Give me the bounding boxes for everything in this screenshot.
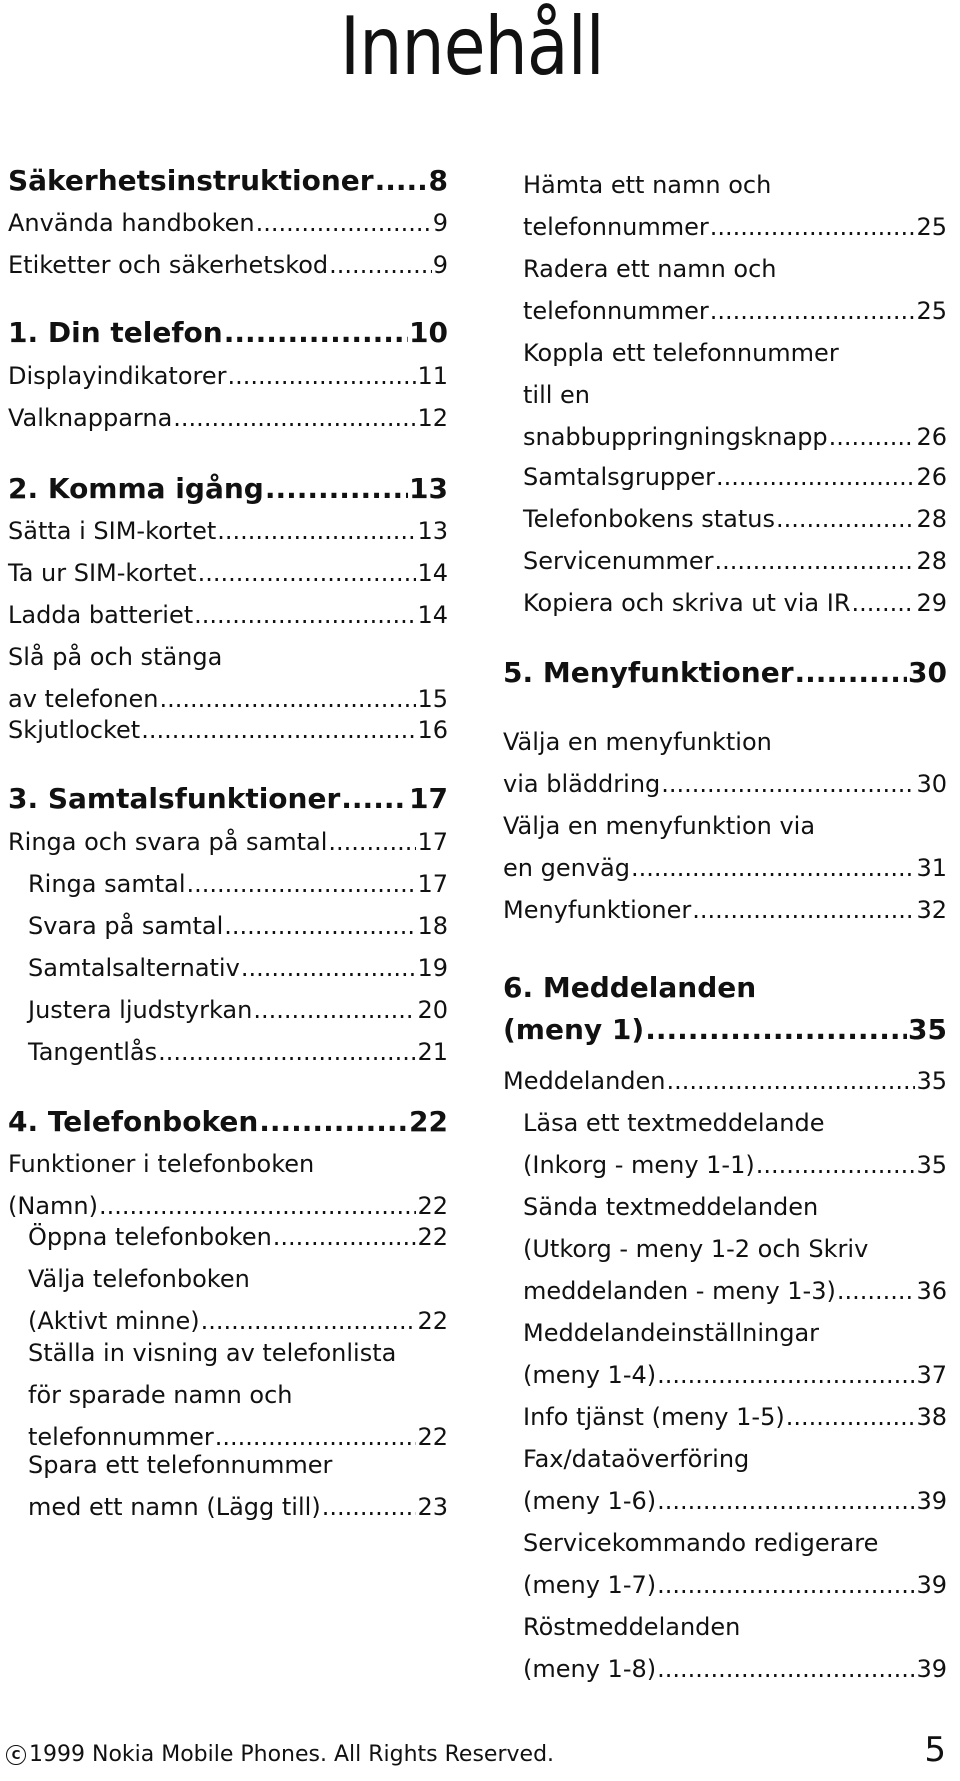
toc-entry-line: Meddelandeinställningar <box>523 1319 820 1347</box>
toc-page-number: 8 <box>428 164 448 197</box>
toc-dot-leader <box>776 498 916 540</box>
toc-dot-leader <box>322 1486 417 1528</box>
toc-entry-title: med ett namn (Lägg till) <box>28 1493 321 1521</box>
toc-dot-leader <box>657 1354 915 1396</box>
toc-dot-leader <box>657 1564 915 1606</box>
toc-entry-title: Meddelanden <box>503 1067 666 1095</box>
toc-entry-title: (meny 1-6) <box>523 1487 657 1515</box>
toc-dot-leader <box>710 206 916 248</box>
toc-page-number: 37 <box>916 1361 947 1389</box>
toc-entry-title: (meny 1) <box>503 1013 645 1046</box>
toc-entry-leader <box>8 778 448 820</box>
toc-page-number: 21 <box>417 1038 448 1066</box>
toc-page-number: 13 <box>409 472 448 505</box>
toc-entry-leader <box>503 652 947 694</box>
toc-entry[interactable] <box>28 863 448 905</box>
toc-dot-leader <box>158 1031 416 1073</box>
toc-entry-title: Sätta i SIM-kortet <box>8 517 217 545</box>
toc-entry-title: en genväg <box>503 854 630 882</box>
toc-dot-leader <box>256 202 432 244</box>
toc-chapter[interactable] <box>8 1101 448 1143</box>
toc-entry-line: (Utkorg - meny 1-2 och Skriv <box>523 1235 869 1263</box>
toc-entry-title: (Aktivt minne) <box>28 1307 200 1335</box>
toc-page-number: 23 <box>417 1493 448 1521</box>
toc-entry[interactable] <box>523 1102 947 1186</box>
toc-entry-line: Läsa ett textmeddelande <box>523 1109 825 1137</box>
toc-dot-leader <box>259 1101 408 1143</box>
toc-dot-leader <box>661 763 915 805</box>
toc-entry-line: Koppla ett telefonnummer <box>523 339 839 367</box>
toc-dot-leader <box>217 510 416 552</box>
toc-entry-leader <box>523 1480 947 1522</box>
toc-entry[interactable] <box>523 540 947 582</box>
toc-entry-title: 4. Telefonboken <box>8 1105 259 1138</box>
toc-entry-leader <box>8 397 448 439</box>
copyright-icon: C <box>6 1745 26 1765</box>
toc-entry[interactable] <box>28 1258 448 1342</box>
toc-entry-leader <box>503 1009 947 1051</box>
toc-page-number: 30 <box>908 656 947 689</box>
toc-dot-leader <box>829 416 916 458</box>
toc-page-number: 14 <box>417 559 448 587</box>
toc-entry-line: 6. Meddelanden <box>503 971 757 1004</box>
toc-entry-leader <box>8 312 448 354</box>
toc-page-number: 30 <box>916 770 947 798</box>
toc-chapter[interactable] <box>503 652 947 694</box>
toc-entry-leader <box>8 160 448 202</box>
toc-entry-leader <box>523 1270 947 1312</box>
toc-entry-title: snabbuppringningsknapp <box>523 423 828 451</box>
toc-entry-title: (Inkorg - meny 1-1) <box>523 1151 755 1179</box>
toc-entry-line: Slå på och stänga <box>8 643 223 671</box>
toc-dot-leader <box>631 847 915 889</box>
toc-entry-line: Fax/dataöverföring <box>523 1445 750 1473</box>
toc-dot-leader <box>645 1009 907 1051</box>
toc-entry[interactable] <box>523 1522 947 1606</box>
toc-page-number: 32 <box>916 896 947 924</box>
toc-entry-line: Välja en menyfunktion via <box>503 812 816 840</box>
toc-entry[interactable] <box>8 821 448 863</box>
page-number: 5 <box>924 1730 946 1770</box>
toc-page-number: 16 <box>417 716 448 744</box>
toc-entry-leader <box>523 1144 947 1186</box>
toc-chapter[interactable] <box>8 160 448 202</box>
toc-entry-title: Displayindikatorer <box>8 362 227 390</box>
toc-dot-leader <box>224 312 408 354</box>
toc-entry[interactable] <box>523 498 947 540</box>
toc-entry-leader <box>28 863 448 905</box>
toc-entry-line: Sända textmeddelanden <box>523 1193 819 1221</box>
toc-entry-leader <box>28 1216 448 1258</box>
toc-entry[interactable] <box>523 248 947 332</box>
toc-page-number: 17 <box>417 870 448 898</box>
toc-entry[interactable] <box>8 1143 448 1227</box>
toc-entry-title: Info tjänst (meny 1-5) <box>523 1403 785 1431</box>
toc-entry-line: Röstmeddelanden <box>523 1613 741 1641</box>
toc-page-number: 22 <box>409 1105 448 1138</box>
toc-entry-title: Justera ljudstyrkan <box>28 996 253 1024</box>
toc-entry-title: Servicenummer <box>523 547 714 575</box>
toc-page-number: 31 <box>916 854 947 882</box>
toc-entry-leader <box>523 498 947 540</box>
toc-dot-leader <box>265 468 408 510</box>
toc-entry-leader <box>8 594 448 636</box>
toc-entry[interactable] <box>523 1606 947 1690</box>
toc-entry[interactable] <box>28 905 448 947</box>
toc-entry[interactable] <box>503 721 947 805</box>
toc-dot-leader <box>715 540 916 582</box>
toc-dot-leader <box>198 552 417 594</box>
page-title: Innehåll <box>340 0 604 93</box>
toc-chapter[interactable] <box>8 312 448 354</box>
toc-entry-leader <box>28 1486 448 1528</box>
toc-page-number: 28 <box>916 505 947 533</box>
toc-entry-leader <box>523 582 947 624</box>
toc-entry-title: Ringa och svara på samtal <box>8 828 328 856</box>
toc-dot-leader <box>795 652 908 694</box>
toc-page-number: 12 <box>417 404 448 432</box>
toc-entry-title: Svara på samtal <box>28 912 224 940</box>
toc-entry-line: Välja telefonboken <box>28 1265 250 1293</box>
toc-entry[interactable] <box>28 1444 448 1528</box>
toc-dot-leader <box>692 889 915 931</box>
toc-dot-leader <box>241 947 417 989</box>
toc-entry[interactable] <box>28 989 448 1031</box>
toc-entry[interactable] <box>503 1060 947 1102</box>
toc-entry-title: 5. Menyfunktioner <box>503 656 794 689</box>
toc-entry[interactable] <box>8 709 448 751</box>
toc-dot-leader <box>253 989 416 1031</box>
toc-entry[interactable] <box>28 1031 448 1073</box>
toc-entry-leader <box>523 206 947 248</box>
toc-entry-leader <box>523 1648 947 1690</box>
toc-chapter[interactable] <box>8 778 448 820</box>
toc-entry-title: Samtalsalternativ <box>28 954 240 982</box>
toc-entry-line: Välja en menyfunktion <box>503 728 772 756</box>
toc-entry[interactable] <box>8 594 448 636</box>
toc-dot-leader <box>716 456 915 498</box>
toc-dot-leader <box>187 863 417 905</box>
toc-entry-leader <box>8 510 448 552</box>
toc-entry[interactable] <box>523 164 947 248</box>
toc-entry-title: Ladda batteriet <box>8 601 194 629</box>
toc-page-number: 13 <box>417 517 448 545</box>
toc-page-number: 9 <box>432 251 448 279</box>
toc-page-number: 25 <box>916 297 947 325</box>
toc-entry-line: Spara ett telefonnummer <box>28 1451 333 1479</box>
toc-entry[interactable] <box>8 355 448 397</box>
toc-entry-title: av telefonen <box>8 685 159 713</box>
toc-entry-line: Servicekommando redigerare <box>523 1529 879 1557</box>
toc-entry-leader <box>8 709 448 751</box>
toc-entry-leader <box>503 889 947 931</box>
toc-page-number: 17 <box>417 828 448 856</box>
toc-chapter[interactable] <box>8 468 448 510</box>
toc-entry-title: Samtalsgrupper <box>523 463 716 491</box>
toc-entry-title: Valknapparna <box>8 404 173 432</box>
toc-entry-leader <box>503 763 947 805</box>
toc-entry-title: (meny 1-7) <box>523 1571 657 1599</box>
toc-dot-leader <box>341 778 408 820</box>
toc-page-number: 11 <box>417 362 448 390</box>
toc-page-number: 26 <box>916 423 947 451</box>
toc-dot-leader <box>273 1216 417 1258</box>
toc-page-number: 10 <box>409 316 448 349</box>
toc-entry[interactable] <box>28 1216 448 1258</box>
toc-entry[interactable] <box>8 552 448 594</box>
toc-entry-title: (Namn) <box>8 1192 98 1220</box>
toc-entry-title: (meny 1-4) <box>523 1361 657 1389</box>
toc-entry-title: Kopiera och skriva ut via IR <box>523 589 851 617</box>
toc-entry-title: 2. Komma igång <box>8 472 264 505</box>
toc-page-number: 22 <box>417 1307 448 1335</box>
toc-entry-line: till en <box>523 381 591 409</box>
toc-entry-leader <box>523 540 947 582</box>
toc-entry-line: Funktioner i telefonboken <box>8 1150 315 1178</box>
footer-copyright <box>6 1740 554 1770</box>
toc-entry-title: 3. Samtalsfunktioner <box>8 782 341 815</box>
toc-entry-leader <box>8 468 448 510</box>
toc-page-number: 9 <box>432 209 448 237</box>
toc-entry-line: Ställa in visning av telefonlista <box>28 1339 397 1367</box>
toc-dot-leader <box>141 709 416 751</box>
toc-dot-leader <box>194 594 416 636</box>
toc-page-number: 36 <box>916 1277 947 1305</box>
toc-entry-leader <box>523 1564 947 1606</box>
toc-dot-leader <box>657 1480 915 1522</box>
toc-entry-title: telefonnummer <box>523 297 709 325</box>
toc-entry[interactable] <box>8 244 448 286</box>
toc-page-number: 38 <box>916 1403 947 1431</box>
toc-entry[interactable] <box>523 1312 947 1396</box>
toc-entry-line: för sparade namn och <box>28 1381 293 1409</box>
toc-page-number: 18 <box>417 912 448 940</box>
toc-entry-title: Öppna telefonboken <box>28 1223 272 1251</box>
toc-page-number: 25 <box>916 213 947 241</box>
toc-entry-leader <box>523 1354 947 1396</box>
toc-entry-leader <box>8 355 448 397</box>
toc-chapter[interactable] <box>503 967 947 1051</box>
toc-entry-title: Ringa samtal <box>28 870 186 898</box>
toc-page-number: 14 <box>417 601 448 629</box>
toc-dot-leader <box>224 905 416 947</box>
toc-page-number: 22 <box>417 1192 448 1220</box>
toc-dot-leader <box>375 160 428 202</box>
copyright-text: 1999 Nokia Mobile Phones. All Rights Reserved. <box>29 1742 555 1767</box>
toc-page-number: 39 <box>916 1655 947 1683</box>
toc-entry-title: 1. Din telefon <box>8 316 223 349</box>
toc-dot-leader <box>852 582 916 624</box>
toc-entry-title: (meny 1-8) <box>523 1655 657 1683</box>
toc-entry-title: telefonnummer <box>28 1423 214 1451</box>
toc-page-number: 15 <box>417 685 448 713</box>
toc-entry-title: Skjutlocket <box>8 716 141 744</box>
toc-entry-title: Säkerhetsinstruktioner <box>8 164 374 197</box>
toc-page-number: 35 <box>908 1013 947 1046</box>
toc-page-number: 20 <box>417 996 448 1024</box>
toc-entry-leader <box>28 947 448 989</box>
toc-dot-leader <box>837 1270 916 1312</box>
toc-entry[interactable] <box>523 332 947 458</box>
toc-entry-leader <box>8 821 448 863</box>
toc-dot-leader <box>228 355 417 397</box>
toc-entry[interactable] <box>503 805 947 889</box>
toc-dot-leader <box>710 290 916 332</box>
toc-page-number: 28 <box>916 547 947 575</box>
toc-entry-leader <box>8 244 448 286</box>
toc-entry[interactable] <box>8 202 448 244</box>
toc-entry-leader <box>28 905 448 947</box>
toc-entry-title: Menyfunktioner <box>503 896 692 924</box>
toc-page-number: 22 <box>417 1423 448 1451</box>
toc-entry-leader <box>523 290 947 332</box>
toc-entry[interactable] <box>8 510 448 552</box>
toc-entry[interactable] <box>503 889 947 931</box>
toc-entry-title: Använda handboken <box>8 209 255 237</box>
toc-dot-leader <box>667 1060 916 1102</box>
toc-page-number: 17 <box>409 782 448 815</box>
toc-dot-leader <box>328 821 416 863</box>
toc-entry[interactable] <box>523 1396 947 1438</box>
toc-page-number: 19 <box>417 954 448 982</box>
toc-entry-title: Ta ur SIM-kortet <box>8 559 197 587</box>
toc-dot-leader <box>786 1396 916 1438</box>
toc-entry-leader <box>28 989 448 1031</box>
toc-entry[interactable] <box>28 947 448 989</box>
toc-page-number: 22 <box>417 1223 448 1251</box>
toc-entry-title: meddelanden - meny 1-3) <box>523 1277 836 1305</box>
toc-entry-line: Hämta ett namn och <box>523 171 772 199</box>
toc-entry[interactable] <box>523 1438 947 1522</box>
toc-entry-leader <box>28 1031 448 1073</box>
toc-entry-title: via bläddring <box>503 770 661 798</box>
toc-entry-leader <box>523 1396 947 1438</box>
toc-entry-leader <box>523 456 947 498</box>
toc-dot-leader <box>173 397 416 439</box>
toc-entry-leader <box>8 202 448 244</box>
toc-dot-leader <box>329 244 432 286</box>
toc-page-number: 35 <box>916 1151 947 1179</box>
toc-entry-leader <box>503 847 947 889</box>
toc-page-number: 26 <box>916 463 947 491</box>
toc-entry-leader <box>8 1101 448 1143</box>
toc-entry-title: Telefonbokens status <box>523 505 775 533</box>
toc-entry-title: Tangentlås <box>28 1038 158 1066</box>
toc-page-number: 39 <box>916 1487 947 1515</box>
toc-entry-leader <box>503 1060 947 1102</box>
toc-entry[interactable] <box>8 636 448 720</box>
toc-dot-leader <box>756 1144 916 1186</box>
toc-entry-line: Radera ett namn och <box>523 255 777 283</box>
toc-entry[interactable] <box>523 456 947 498</box>
toc-entry[interactable] <box>28 1332 448 1458</box>
toc-entry-title: Etiketter och säkerhetskod <box>8 251 329 279</box>
toc-page-number: 35 <box>916 1067 947 1095</box>
toc-entry-leader <box>8 552 448 594</box>
toc-page-number: 39 <box>916 1571 947 1599</box>
toc-entry[interactable] <box>8 397 448 439</box>
toc-entry[interactable] <box>523 1186 947 1312</box>
toc-entry[interactable] <box>523 582 947 624</box>
toc-dot-leader <box>657 1648 915 1690</box>
toc-entry-leader <box>523 416 947 458</box>
toc-page-number: 29 <box>916 589 947 617</box>
toc-entry-title: telefonnummer <box>523 213 709 241</box>
